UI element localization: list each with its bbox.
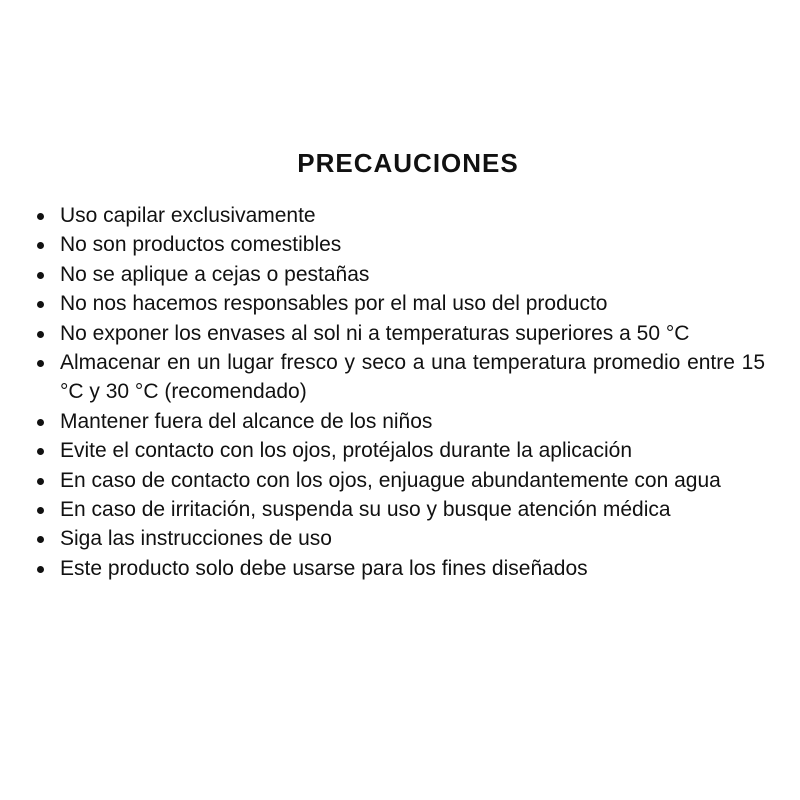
list-item-text: Almacenar en un lugar fresco y seco a una temperatura promedio entre 15 °C y 30 °C (recomendado): [60, 351, 765, 404]
list-item-text: No exponer los envases al sol ni a temperaturas superiores a 50 °C: [60, 321, 690, 345]
list-item-text: No nos hacemos responsables por el mal uso del producto: [60, 292, 608, 316]
list-item: [37, 524, 765, 553]
list-item-text: No son productos comestibles: [60, 233, 342, 257]
list-item-text: Mantener fuera del alcance de los niños: [60, 409, 433, 433]
list-item: [37, 230, 765, 259]
list-item: [37, 407, 765, 436]
bullet-icon: [37, 536, 44, 543]
bullet-icon: [37, 478, 44, 485]
bullet-icon: [37, 507, 44, 514]
list-item: [37, 436, 765, 465]
bullet-icon: [37, 301, 44, 308]
list-item-text: En caso de contacto con los ojos, enjuague abundantemente con agua: [60, 468, 721, 492]
bullet-icon: [37, 360, 44, 367]
list-item: [37, 495, 765, 524]
bullet-icon: [37, 242, 44, 249]
list-item-text: No se aplique a cejas o pestañas: [60, 262, 370, 286]
list-item: [37, 289, 765, 318]
list-item: [37, 260, 765, 289]
list-item: [37, 466, 765, 495]
bullet-icon: [37, 448, 44, 455]
list-item-text: Siga las instrucciones de uso: [60, 527, 332, 551]
page-title: PRECAUCIONES: [297, 148, 519, 178]
list-item: [37, 348, 765, 407]
list-item-text: Este producto solo debe usarse para los fines diseñados: [60, 556, 588, 580]
bullet-icon: [37, 272, 44, 279]
precautions-list: [37, 201, 765, 583]
list-item: [37, 554, 765, 583]
bullet-icon: [37, 331, 44, 338]
precautions-document: [37, 146, 765, 583]
list-item: [37, 201, 765, 230]
list-item: [37, 319, 765, 348]
bullet-icon: [37, 419, 44, 426]
list-item-text: Evite el contacto con los ojos, protéjalos durante la aplicación: [60, 439, 633, 463]
bullet-icon: [37, 213, 44, 220]
bullet-icon: [37, 566, 44, 573]
list-item-text: Uso capilar exclusivamente: [60, 204, 316, 227]
list-item-text: En caso de irritación, suspenda su uso y busque atención médica: [60, 498, 671, 522]
